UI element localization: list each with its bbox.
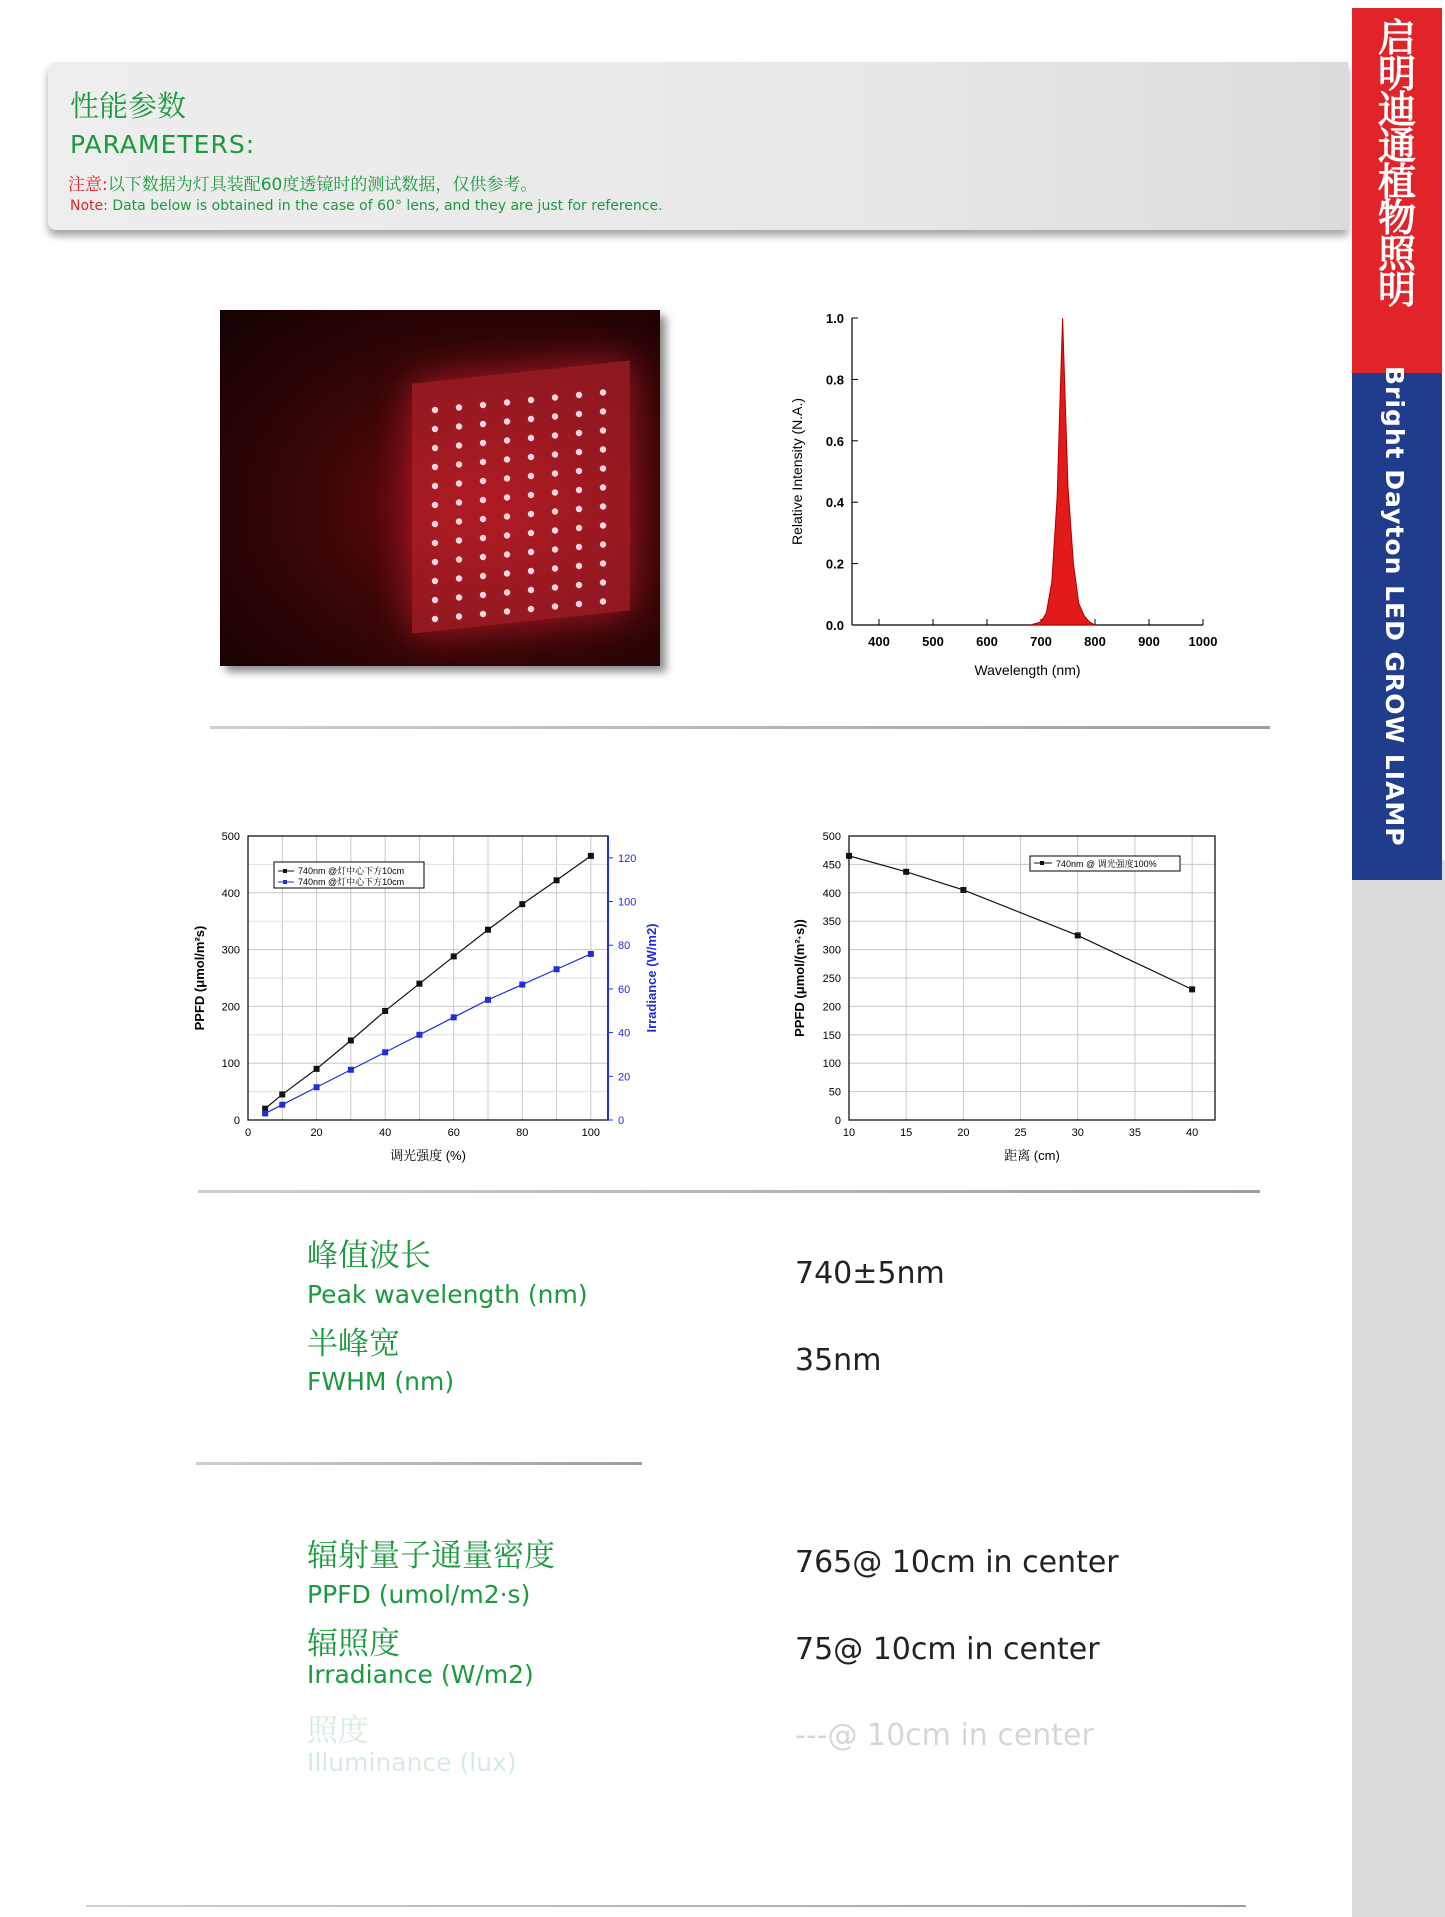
- led-dot: [576, 411, 582, 417]
- led-dot: [576, 525, 582, 531]
- x-tick-label: 60: [447, 1127, 460, 1139]
- x-tick-label: 20: [957, 1127, 970, 1139]
- led-dot: [600, 427, 606, 433]
- x-tick-label: 100: [581, 1127, 601, 1139]
- led-dot: [456, 499, 462, 505]
- x-tick-label: 80: [516, 1127, 529, 1139]
- spec-label-en: Irradiance (W/m2): [307, 1660, 534, 1689]
- led-dot: [552, 432, 558, 438]
- y-tick-label: 150: [822, 1029, 841, 1042]
- led-dot: [528, 587, 534, 593]
- data-point: [519, 901, 525, 907]
- led-dot: [528, 549, 534, 555]
- spec-label-zh: 辐射量子通量密度: [307, 1538, 555, 1574]
- led-dot: [432, 483, 438, 489]
- spec-label-en: Peak wavelength (nm): [307, 1280, 588, 1309]
- y2-tick-label: 60: [618, 983, 631, 996]
- x-tick-label: 25: [1014, 1127, 1027, 1139]
- data-point: [588, 951, 594, 957]
- section-title-zh: 性能参数: [70, 89, 187, 123]
- led-dot: [432, 540, 438, 546]
- led-dot: [552, 470, 558, 476]
- led-dot: [552, 603, 558, 609]
- data-point: [903, 869, 909, 875]
- y2-tick-label: 100: [618, 896, 637, 909]
- data-point: [416, 981, 422, 987]
- led-dot: [456, 537, 462, 543]
- data-point: [279, 1091, 285, 1097]
- spec-value: ---@ 10cm in center: [795, 1718, 1094, 1753]
- led-dot: [600, 560, 606, 566]
- led-dot: [504, 418, 510, 424]
- y2-tick-label: 0: [618, 1115, 625, 1127]
- y-tick-label: 300: [822, 944, 841, 957]
- data-point: [279, 1102, 285, 1108]
- led-dot: [480, 402, 486, 408]
- spec-label-en: PPFD (umol/m2·s): [307, 1580, 531, 1609]
- data-point: [451, 953, 457, 959]
- legend-marker: [1040, 861, 1044, 865]
- legend-marker: [283, 869, 287, 873]
- data-point: [846, 853, 852, 859]
- y-axis-label: Relative Intensity (N.A.): [789, 397, 805, 546]
- note-zh-text: 以下数据为灯具装配60度透镜时的测试数据，仅供参考。: [107, 175, 538, 195]
- led-dot: [600, 541, 606, 547]
- note-zh-label: 注意:: [68, 175, 108, 195]
- led-dot: [552, 565, 558, 571]
- y-axis-label: PPFD (μmol/(m²·s)): [792, 919, 807, 1037]
- spec-label-zh: 辐照度: [307, 1626, 400, 1662]
- led-dot: [456, 442, 462, 448]
- y-tick-label: 0: [834, 1115, 841, 1127]
- y2-tick-label: 80: [618, 940, 631, 953]
- led-dot: [432, 616, 438, 622]
- x-tick-label: 600: [976, 634, 998, 649]
- data-point: [588, 853, 594, 859]
- led-dot: [480, 516, 486, 522]
- led-dot: [528, 416, 534, 422]
- spectrum-peak: [1030, 318, 1095, 625]
- y-tick-label: 200: [822, 1001, 841, 1014]
- y-tick-label: 0.4: [825, 495, 844, 511]
- led-dot: [600, 503, 606, 509]
- led-dot: [528, 473, 534, 479]
- y-tick-label: 0: [233, 1115, 240, 1127]
- led-dot: [480, 573, 486, 579]
- led-dot: [432, 578, 438, 584]
- led-dot: [456, 518, 462, 524]
- sidebar-gray-strip: [1352, 860, 1445, 1917]
- note-en: [70, 198, 663, 214]
- led-dot: [504, 399, 510, 405]
- led-dot: [528, 606, 534, 612]
- led-dot: [456, 613, 462, 619]
- led-dot: [480, 478, 486, 484]
- x-tick-label: 40: [379, 1127, 392, 1139]
- spec-label-zh: 峰值波长: [307, 1238, 431, 1274]
- led-dot: [552, 508, 558, 514]
- x-tick-label: 500: [922, 634, 944, 649]
- y-tick-label: 350: [822, 916, 841, 929]
- led-dot: [552, 527, 558, 533]
- led-dot: [480, 440, 486, 446]
- y-tick-label: 0.8: [825, 372, 844, 388]
- y-tick-label: 300: [221, 944, 240, 957]
- x-tick-label: 40: [1186, 1127, 1199, 1139]
- y-axis-label: PPFD (μmol/m²s): [192, 925, 207, 1031]
- data-point: [382, 1049, 388, 1055]
- y-tick-label: 0.6: [825, 433, 844, 449]
- x-tick-label: 0: [244, 1127, 252, 1139]
- ppfd-dimming-chart: [190, 820, 680, 1170]
- x-tick-label: 800: [1084, 634, 1106, 649]
- led-dot: [600, 389, 606, 395]
- spec-value: 35nm: [795, 1343, 882, 1378]
- sidebar-brand-zh: 启明迪通植物照明: [1377, 16, 1416, 312]
- y-tick-label: 1.0: [825, 311, 844, 326]
- led-dot: [576, 544, 582, 550]
- legend-label: 740nm @灯中心下方10cm: [298, 866, 405, 876]
- data-point: [348, 1067, 354, 1073]
- led-dot: [504, 437, 510, 443]
- led-dot: [576, 487, 582, 493]
- led-dot: [576, 392, 582, 398]
- divider-1: [210, 726, 1270, 729]
- led-dot: [456, 480, 462, 486]
- y-tick-label: 250: [822, 973, 841, 985]
- led-dot: [504, 494, 510, 500]
- led-dot: [432, 464, 438, 470]
- data-point: [348, 1037, 354, 1043]
- led-dot: [600, 484, 606, 490]
- product-photo: [220, 310, 660, 666]
- led-dot: [480, 459, 486, 465]
- x-tick-label: 10: [842, 1127, 856, 1139]
- led-dot: [504, 513, 510, 519]
- data-point: [519, 982, 525, 988]
- note-en-label: Note:: [70, 198, 108, 214]
- led-dot: [528, 454, 534, 460]
- data-point: [1189, 986, 1195, 992]
- y-tick-label: 200: [221, 1001, 240, 1014]
- data-point: [382, 1008, 388, 1014]
- x-tick-label: 700: [1030, 634, 1052, 649]
- data-point: [554, 877, 560, 883]
- sidebar-brand-en: Bright Dayton LED GROW LIAMP: [1380, 366, 1409, 847]
- led-dot: [528, 397, 534, 403]
- x-axis-label: Wavelength (nm): [974, 662, 1081, 678]
- spec-label-zh: 半峰宽: [307, 1326, 400, 1362]
- led-dot: [504, 475, 510, 481]
- y2-axis-label: Irradiance (W/m2): [644, 923, 659, 1033]
- legend-label: 740nm @灯中心下方10cm: [298, 877, 405, 887]
- led-dot: [480, 497, 486, 503]
- x-axis-label: 调光强度 (%): [390, 1148, 466, 1163]
- spec-value: 75@ 10cm in center: [795, 1632, 1100, 1667]
- led-dot: [528, 568, 534, 574]
- y-tick-label: 450: [822, 859, 841, 872]
- led-dot: [480, 421, 486, 427]
- y-tick-label: 0.0: [825, 618, 844, 633]
- led-dot: [456, 461, 462, 467]
- y-tick-label: 100: [822, 1058, 841, 1071]
- led-dot: [504, 532, 510, 538]
- led-dot: [504, 551, 510, 557]
- led-dot: [432, 559, 438, 565]
- led-dot: [432, 426, 438, 432]
- data-point: [554, 966, 560, 972]
- led-dot: [456, 575, 462, 581]
- spec-label-en: FWHM (nm): [307, 1367, 455, 1396]
- led-dot: [528, 435, 534, 441]
- led-dot: [576, 449, 582, 455]
- data-point: [262, 1110, 268, 1116]
- x-tick-label: 400: [868, 634, 890, 649]
- x-tick-label: 30: [1071, 1127, 1084, 1139]
- led-dot: [576, 506, 582, 512]
- y-tick-label: 50: [828, 1086, 841, 1099]
- led-dot: [432, 445, 438, 451]
- x-axis-label: 距离 (cm): [1004, 1148, 1060, 1163]
- divider-4: [86, 1905, 1246, 1907]
- data-point: [485, 997, 491, 1003]
- led-dot: [552, 451, 558, 457]
- led-dot: [504, 456, 510, 462]
- divider-3: [196, 1462, 642, 1465]
- y2-tick-label: 120: [618, 852, 637, 865]
- spec-label-zh: 照度: [307, 1713, 369, 1749]
- led-dot: [432, 597, 438, 603]
- led-dot: [552, 584, 558, 590]
- note-en-text: Data below is obtained in the case of 60° lens, and they are just for reference.: [112, 198, 663, 214]
- led-dot: [432, 521, 438, 527]
- data-point: [1075, 932, 1081, 938]
- led-dot: [504, 570, 510, 576]
- spec-value: 740±5nm: [795, 1256, 945, 1291]
- led-dot: [480, 592, 486, 598]
- led-dot: [480, 535, 486, 541]
- y-tick-label: 500: [221, 831, 240, 843]
- led-dot: [528, 492, 534, 498]
- led-dot: [456, 423, 462, 429]
- divider-2: [198, 1190, 1260, 1193]
- led-dot: [432, 502, 438, 508]
- led-dot: [552, 489, 558, 495]
- x-tick-label: 15: [900, 1127, 913, 1139]
- y-tick-label: 0.2: [825, 556, 844, 572]
- led-dot: [576, 601, 582, 607]
- section-title-en: PARAMETERS:: [70, 130, 256, 159]
- led-dot: [480, 554, 486, 560]
- led-dot: [552, 394, 558, 400]
- data-point: [485, 927, 491, 933]
- led-dot: [456, 556, 462, 562]
- led-dot: [432, 407, 438, 413]
- led-dot: [600, 446, 606, 452]
- y2-tick-label: 20: [618, 1071, 631, 1084]
- led-dot: [552, 546, 558, 552]
- y-tick-label: 100: [221, 1058, 240, 1071]
- note-zh: [68, 170, 537, 195]
- legend-label: 740nm @ 调光强度100%: [1056, 859, 1157, 869]
- data-point: [416, 1032, 422, 1038]
- led-dot: [576, 430, 582, 436]
- led-dot: [480, 611, 486, 617]
- spectrum-chart: [780, 300, 1240, 690]
- spec-value: 765@ 10cm in center: [795, 1545, 1119, 1580]
- y2-tick-label: 40: [618, 1027, 631, 1040]
- led-dot: [528, 511, 534, 517]
- ppfd-distance-chart: [790, 820, 1230, 1170]
- data-point: [314, 1066, 320, 1072]
- data-point: [314, 1084, 320, 1090]
- led-dot: [456, 594, 462, 600]
- led-dot: [528, 530, 534, 536]
- spec-label-en: Illuminance (lux): [307, 1748, 517, 1777]
- led-dot: [456, 404, 462, 410]
- x-tick-label: 35: [1128, 1127, 1142, 1139]
- led-dot: [600, 465, 606, 471]
- x-tick-label: 1000: [1188, 634, 1218, 649]
- led-dot: [576, 582, 582, 588]
- led-dot: [576, 468, 582, 474]
- y-tick-label: 400: [221, 887, 240, 900]
- led-dot: [600, 408, 606, 414]
- y-tick-label: 500: [822, 831, 841, 843]
- led-dot: [600, 598, 606, 604]
- data-point: [960, 887, 966, 893]
- led-dot: [552, 413, 558, 419]
- x-tick-label: 20: [310, 1127, 323, 1139]
- led-dot: [504, 608, 510, 614]
- y-tick-label: 400: [822, 887, 841, 900]
- data-point: [451, 1014, 457, 1020]
- led-dot: [600, 522, 606, 528]
- led-grid-image: [220, 310, 660, 666]
- x-tick-label: 900: [1138, 634, 1160, 649]
- led-dot: [576, 563, 582, 569]
- legend-marker: [283, 880, 287, 884]
- led-dot: [600, 579, 606, 585]
- led-dot: [504, 589, 510, 595]
